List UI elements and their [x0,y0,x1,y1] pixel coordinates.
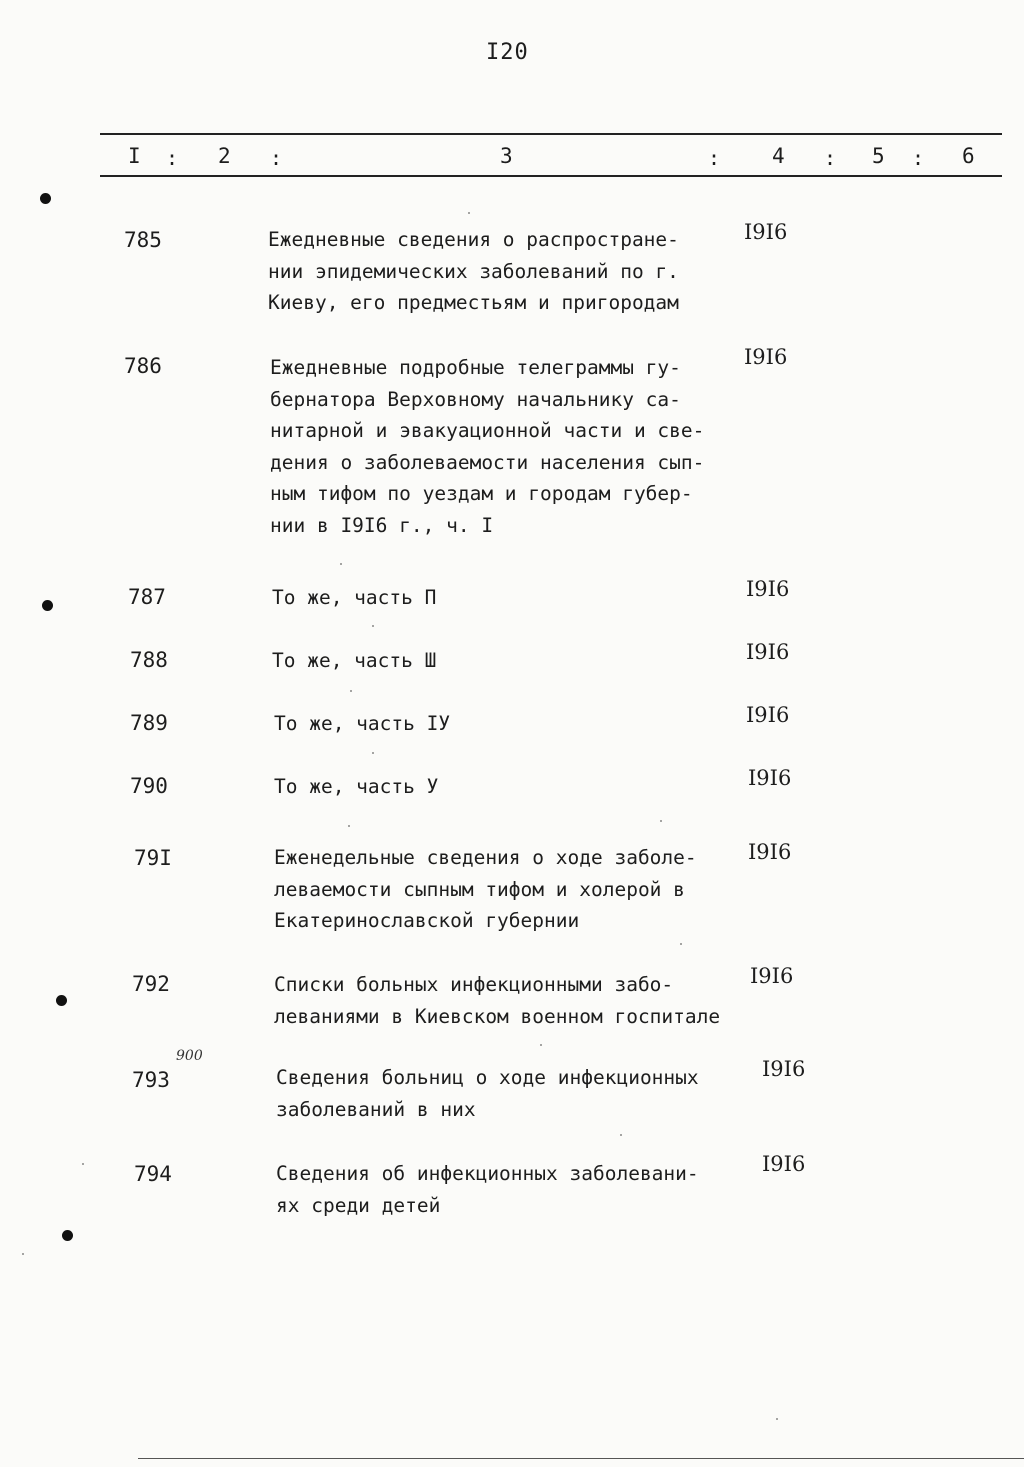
scan-speck [372,625,374,627]
column-header-3: 3 [500,144,513,168]
column-header-5: 5 [872,144,885,168]
row-description: То же, часть Ш [272,649,437,672]
scan-speck [348,825,350,827]
row-number: 785 [124,228,162,252]
column-separator: : [708,146,721,170]
scan-speck [82,1163,84,1165]
row-number: 789 [130,711,168,735]
header-rule-bottom [100,175,1002,177]
row-year: I9I6 [748,766,792,790]
column-header-6: 6 [962,144,975,168]
row-number: 786 [124,354,162,378]
column-separator: : [270,146,283,170]
scan-speck [680,943,682,945]
punch-hole-mark [62,1230,73,1241]
scan-speck [372,752,374,754]
row-number: 794 [134,1162,172,1186]
row-description: Ежедневные сведения о распростране- нии эпидемических заболеваний по г. Киеву, его предместьям и пригородам [268,228,679,315]
row-year: I9I6 [762,1152,806,1176]
row-year: I9I6 [746,640,790,664]
row-number: 793 [132,1068,170,1092]
column-separator: : [824,146,837,170]
scan-speck [540,1044,542,1046]
punch-hole-mark [42,600,53,611]
column-header-2: 2 [218,144,231,168]
row-description: То же, часть П [272,586,437,609]
row-year: I9I6 [750,964,794,988]
row-number: 79I [134,846,172,870]
row-description: Сведения больниц о ходе инфекционных заболеваний в них [276,1066,699,1121]
row-description: Еженедельные сведения о ходе заболе- леваемости сыпным тифом и холерой в Екатеринославской губернии [274,846,697,933]
row-description: Списки больных инфекционными забо- леваниями в Киевском военном госпитале [274,973,721,1028]
handwritten-annotation: 900 [176,1048,203,1064]
header-rule-top [100,133,1002,135]
scan-speck [776,1418,778,1420]
row-description: То же, часть IУ [274,712,451,735]
row-description: То же, часть У [274,775,439,798]
row-number: 788 [130,648,168,672]
column-separator: : [166,146,179,170]
row-year: I9I6 [744,220,788,244]
punch-hole-mark [56,995,67,1006]
scan-speck [350,690,352,692]
column-separator: : [912,146,925,170]
row-year: I9I6 [762,1057,806,1081]
row-number: 792 [132,972,170,996]
column-header-4: 4 [772,144,785,168]
row-year: I9I6 [746,577,790,601]
row-number: 790 [130,774,168,798]
scan-speck [22,1253,24,1255]
row-year: I9I6 [744,345,788,369]
scan-speck [620,1134,622,1136]
column-header-1: I [128,144,141,168]
page-number: I20 [486,40,529,65]
punch-hole-mark [40,193,51,204]
scan-speck [468,212,470,214]
row-description: Сведения об инфекционных заболевани- ях среди детей [276,1162,699,1217]
row-number: 787 [128,585,166,609]
scan-speck [340,563,342,565]
row-description: Ежедневные подробные телеграммы гу- бернатора Верховному начальнику са- нитарной и эвакуационной части и све- дения о заболеваемости населения сып- ным тифом по уездам и городам губер- нии в I9I6 г., ч. I [270,356,705,537]
row-year: I9I6 [748,840,792,864]
row-year: I9I6 [746,703,790,727]
scan-speck [660,820,662,822]
footer-rule [138,1458,1024,1459]
